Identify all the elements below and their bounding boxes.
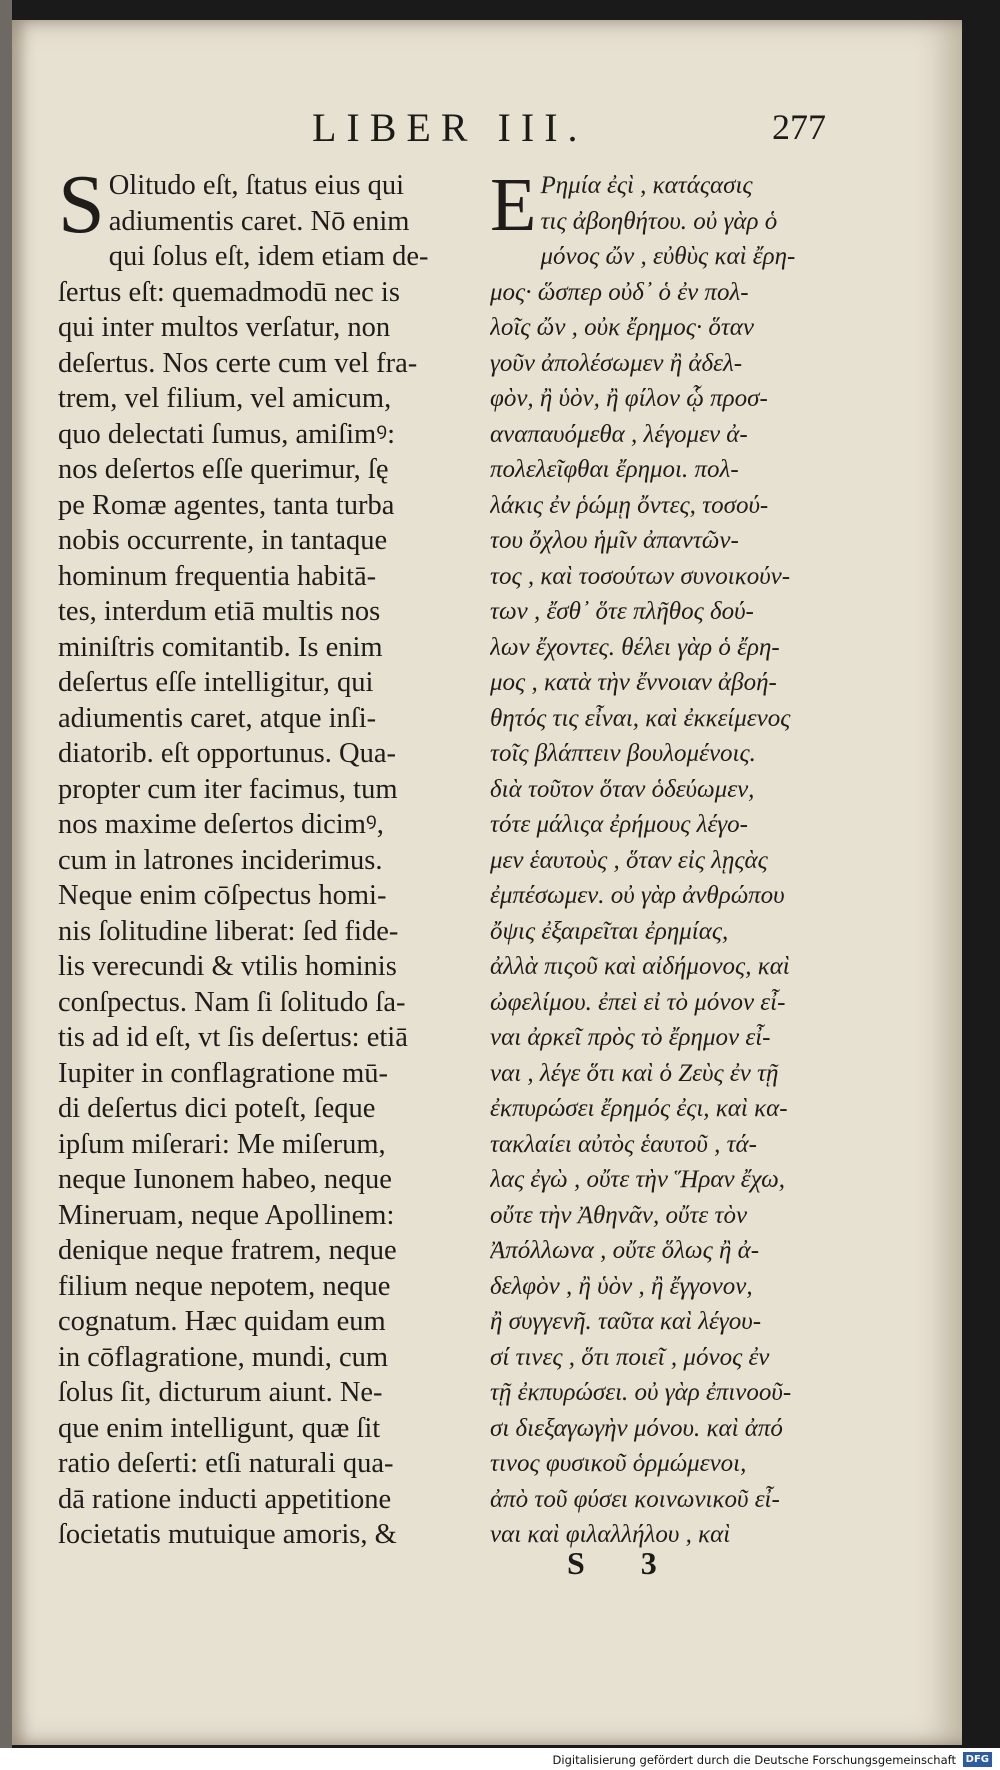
latin-text-line: Mineruam, neque Apollinem: xyxy=(58,1199,395,1231)
latin-text-line: ſocietatis mutuique amoris, & xyxy=(58,1519,397,1550)
latin-text-line: pe Romæ agentes, tanta turba xyxy=(58,489,395,521)
greek-text-line: πολελεῖφθαι ἔρημοι. πολ- xyxy=(490,456,739,483)
latin-text-line: cum in latrones inciderimus. xyxy=(58,844,383,876)
greek-text-line: Ἀπόλλωνα , οὔτε ὅλως ἢ ἀ- xyxy=(490,1237,760,1264)
latin-text-line: lis verecundi & vtilis hominis xyxy=(58,951,397,982)
greek-text-line: ναι ἀρκεῖ πρὸς τὸ ἔρημον εἶ- xyxy=(490,1024,771,1051)
greek-text-line: τακλαίει αὐτὸς ἑαυτοῦ , τά- xyxy=(490,1130,757,1158)
greek-text-line: τις ἀβοηθήτου. οὐ γὰρ ὁ xyxy=(540,207,778,235)
latin-text-line: neque Iunonem habeo, neque xyxy=(58,1164,392,1195)
latin-text-line: hominum frequentia habitā- xyxy=(58,560,377,592)
running-title: LIBER III. xyxy=(312,105,588,150)
latin-text-line: denique neque fratrem, neque xyxy=(58,1235,397,1266)
latin-text-line: nos maxime deſertos dicimꝰ, xyxy=(58,809,384,840)
latin-text-line: propter cum iter facimus, tum xyxy=(58,773,398,805)
greek-text-line: Ρημία ἐςὶ , κατάςασις xyxy=(540,172,753,199)
page-number: 277 xyxy=(772,107,826,147)
latin-text-line: deſertus eſſe intelligitur, qui xyxy=(58,667,374,698)
latin-text-line: qui inter multos verſatur, non xyxy=(58,312,391,343)
funding-notice: Digitalisierung gefördert durch die Deutsche Forschungsgemeinschaft xyxy=(552,1753,956,1767)
latin-text-line: cognatum. Hæc quidam eum xyxy=(58,1306,386,1337)
latin-text-line: Iupiter in conflagratione mū- xyxy=(58,1057,389,1089)
greek-drop-capital: E xyxy=(490,163,537,247)
greek-text-line: μόνος ὤν , εὐθὺς καὶ ἔρη- xyxy=(540,243,796,270)
latin-text-line: Olitudo eſt, ſtatus eius qui xyxy=(108,170,404,201)
latin-text-line: conſpectus. Nam ſi ſolitudo ſa- xyxy=(58,986,406,1018)
greek-text-line: ἀλλὰ πιςοῦ καὶ αἰδήμονος, καὶ xyxy=(490,953,790,980)
signature-mark: S 3 xyxy=(567,1545,681,1581)
greek-text-line: τος , καὶ τοσούτων συνοικούν- xyxy=(490,562,791,590)
greek-text-line: σί τινες , ὅτι ποιεῖ , μόνος ἐν xyxy=(490,1343,770,1371)
latin-text-line: ipſum miſerari: Me miſerum, xyxy=(58,1128,386,1160)
latin-text-line: tis ad id eſt, vt ſis deſertus: etiā xyxy=(58,1022,408,1053)
book-edge xyxy=(0,0,12,1770)
greek-column xyxy=(490,163,950,1553)
latin-text-line: dā ratione inducti appetitione xyxy=(58,1483,392,1515)
latin-text-line: miniſtris comitantib. Is enim xyxy=(58,631,383,663)
greek-text-line: λάκις ἐν ῥώμῃ ὄντες, τοσού- xyxy=(490,491,769,519)
page-header xyxy=(12,98,962,158)
greek-text-line: του ὄχλου ἡμῖν ἀπαντῶν- xyxy=(490,527,739,554)
latin-text-line: quo delectati ſumus, amiſimꝰ: xyxy=(58,418,395,450)
greek-text-line: λοῖς ὤν , οὐκ ἔρημος· ὅταν xyxy=(490,314,755,341)
greek-text-line: θητός τις εἶναι, καὶ ἐκκείμενος xyxy=(490,704,791,732)
latin-column xyxy=(58,158,478,1553)
greek-text-line: δελφὸν , ἢ ὑὸν , ἢ ἔγγονον, xyxy=(490,1272,753,1300)
greek-text-line: διὰ τοῦτον ὅταν ὁδεύωμεν, xyxy=(490,775,755,803)
greek-text-line: γοῦν ἀπολέσωμεν ἢ ἀδελ- xyxy=(490,349,743,377)
greek-text-line: λων ἔχοντες. θέλει γὰρ ὁ ἔρη- xyxy=(490,633,780,661)
greek-text-line: σι διεξαγωγὴν μόνου. καὶ ἀπό xyxy=(490,1414,783,1442)
greek-text-line: ναι , λέγε ὅτι καὶ ὁ Ζεὺς ἐν τῇ xyxy=(490,1059,779,1087)
latin-text-line: di deſertus dici poteſt, ſeque xyxy=(58,1093,376,1124)
greek-text-line: μεν ἑαυτοὺς , ὅταν εἰς λῃςὰς xyxy=(490,846,768,874)
greek-text-line: μος· ὥσπερ οὐδ᾽ ὁ ἐν πολ- xyxy=(490,278,749,306)
greek-text-line: ἀπὸ τοῦ φύσει κοινωνικοῦ εἶ- xyxy=(490,1485,780,1513)
footer-bar xyxy=(0,1748,1000,1770)
latin-text-line: diatorib. eſt opportunus. Qua- xyxy=(58,738,396,769)
greek-text-line: ναι καὶ φιλαλλήλου , καὶ xyxy=(490,1521,731,1548)
greek-text-line: αναπαυόμεθα , λέγομεν ἀ- xyxy=(490,420,748,448)
latin-drop-capital: S xyxy=(58,158,105,251)
book-page xyxy=(12,20,962,1745)
greek-text-line: οὔτε τὴν Ἀθηνᾶν, οὔτε τὸν xyxy=(490,1201,748,1229)
greek-text-line: ἢ συγγενῆ. ταῦτα καὶ λέγου- xyxy=(490,1308,762,1335)
latin-text-line: nobis occurrente, in tantaque xyxy=(58,525,388,556)
greek-text-line: ὄψις ἐξαιρεῖται ἐρημίας, xyxy=(490,917,729,945)
latin-text-line: adiumentis caret. Nō enim xyxy=(108,205,410,237)
latin-text-line: ſolus ſit, dicturum aiunt. Ne- xyxy=(58,1377,383,1408)
latin-text-line: Neque enim cōſpectus homi- xyxy=(58,880,387,911)
greek-text-line: ὠφελίμου. ἐπεὶ εἰ τὸ μόνον εἶ- xyxy=(490,988,786,1016)
greek-text-line: τῇ ἐκπυρώσει. οὐ γὰρ ἐπινοοῦ- xyxy=(490,1379,792,1406)
latin-text-line: nos deſertos eſſe querimur, ſę xyxy=(58,454,389,485)
latin-text-line: in cōflagratione, mundi, cum xyxy=(58,1341,389,1373)
greek-text-line: ἐκπυρώσει ἔρημός ἐςι, καὶ κα- xyxy=(490,1095,788,1122)
latin-text-line: nis ſolitudine liberat: ſed fide- xyxy=(58,915,399,947)
latin-text-line: ſertus eſt: quemadmodū nec is xyxy=(58,276,400,308)
greek-text-line: τοῖς βλάπτειν βουλομένοις. xyxy=(490,740,756,767)
latin-text-line: que enim intelligunt, quæ ſit xyxy=(58,1412,381,1444)
latin-text-line: filium neque nepotem, neque xyxy=(58,1270,391,1302)
greek-text-line: τότε μάλιςα ἐρήμους λέγο- xyxy=(490,811,748,838)
latin-text-line: trem, vel filium, vel amicum, xyxy=(58,383,392,414)
greek-text-line: φὸν, ἢ ὑὸν, ἢ φίλον ᾧ προσ- xyxy=(490,385,768,412)
greek-text-line: των , ἔσθ᾽ ὅτε πλῆθος δού- xyxy=(490,598,754,625)
dfg-logo: DFG xyxy=(963,1752,992,1767)
greek-text-line: μος , κατὰ τὴν ἔννοιαν ἀβοή- xyxy=(490,669,777,696)
greek-text-line: ἐμπέσωμεν. οὐ γὰρ ἀνθρώπου xyxy=(490,882,785,909)
latin-text-line: adiumentis caret, atque inſi- xyxy=(58,702,377,734)
greek-text-line: τινος φυσικοῦ ὁρμώμενοι, xyxy=(490,1450,747,1477)
latin-text-line: qui ſolus eſt, idem etiam de- xyxy=(108,241,429,272)
greek-text-line: λας ἐγὼ , οὔτε τὴν Ἥραν ἔχω, xyxy=(490,1166,786,1193)
latin-text-line: deſertus. Nos certe cum vel fra- xyxy=(58,347,418,379)
latin-text-line: ratio deſerti: etſi naturali qua- xyxy=(58,1448,394,1479)
latin-text-line: tes, interdum etiā multis nos xyxy=(58,596,381,627)
